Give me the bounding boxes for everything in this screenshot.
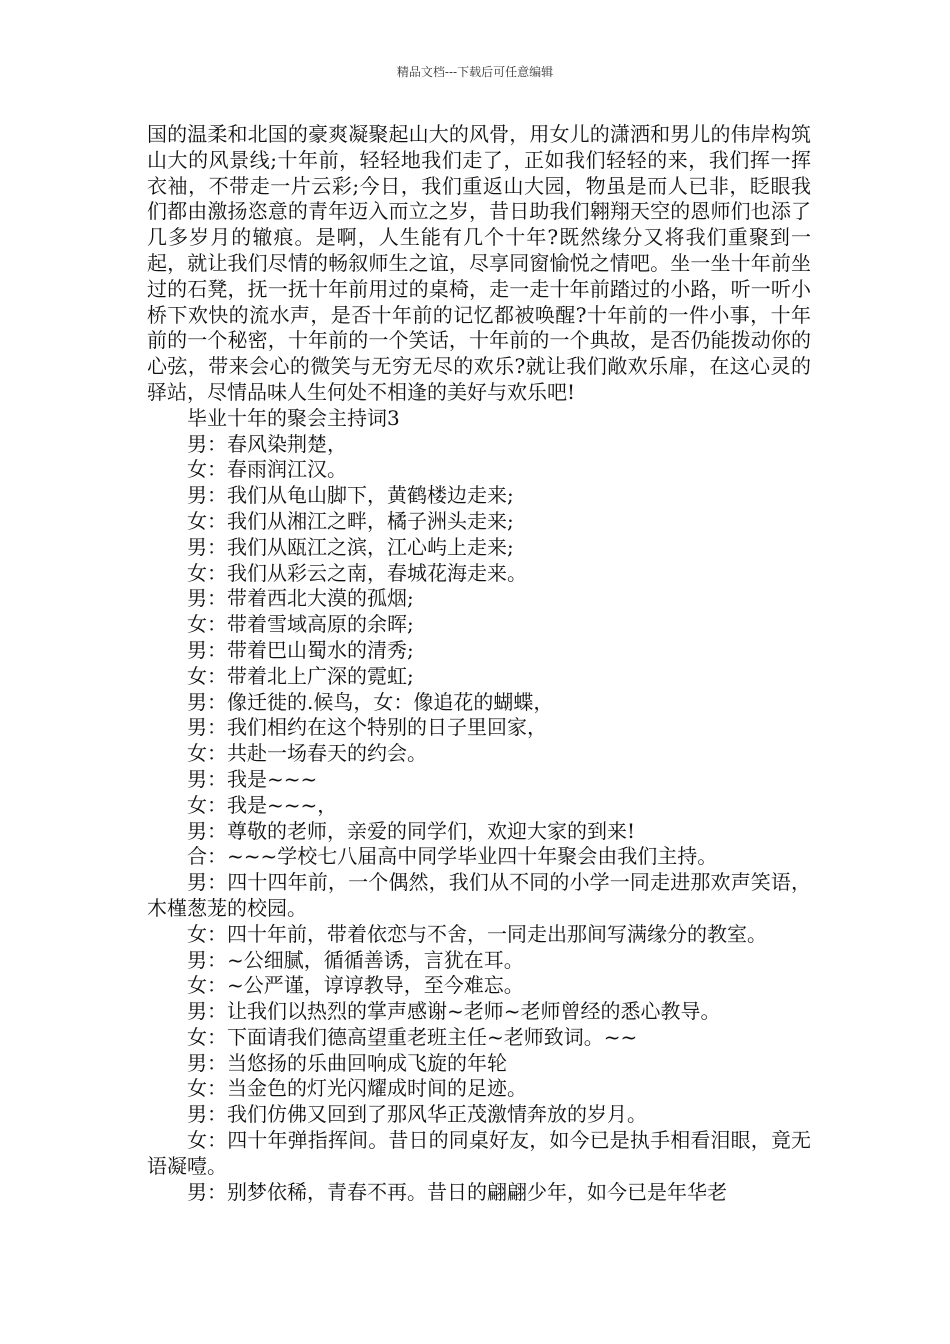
dialogue-line: 女：我们从彩云之南，春城花海走来。: [187, 560, 527, 585]
dialogue-line: 男：像迁徙的.候鸟，女：像追花的蝴蝶，: [187, 689, 554, 714]
dialogue-line: 女：共赴一场春天的约会。: [187, 741, 427, 766]
dialogue-line: 女：当金色的灯光闪耀成时间的足迹。: [187, 1076, 527, 1101]
paragraph-intro: 国的温柔和北国的豪爽凝聚起山大的风骨，用女儿的潇洒和男儿的伟岸构筑山大的风景线;十年前，轻轻地我们走了，正如我们轻轻的来，我们挥一挥衣袖，不带走一片云彩;今日，我们重返山大园，物虽是而人已非，眨眼我们都由激扬恣意的青年迈入而立之岁，昔日助我们翱翔天空的恩师们也添了几多岁月的辙痕。是啊，人生能有几个十年?既然缘分又将我们重聚到一起，就让我们尽情的畅叙师生之谊，尽享同窗愉悦之情吧。坐一坐十年前坐过的石凳，抚一抚十年前用过的桌椅，走一走十年前踏过的小路，听一听小桥下欢快的流水声，是否十年前的记忆都被唤醒?十年前的一件小事，十年前的一个秘密，十年前的一个笑话，十年前的一个典故，是否仍能拨动你的心弦，带来会心的微笑与无穷无尽的欢乐?就让我们敞欢乐扉，在这心灵的驿站，尽情品味人生何处不相逢的美好与欢乐吧!: [147, 122, 811, 404]
dialogue-line: 男：我们从瓯江之滨，江心屿上走来;: [187, 534, 514, 559]
dialogue-line: 女：春雨润江汉。: [187, 457, 347, 482]
dialogue-line: 男：带着西北大漠的孤烟;: [187, 586, 414, 611]
dialogue-line: 男：带着巴山蜀水的清秀;: [187, 637, 414, 662]
dialogue-line: 女：四十年弹指挥间。昔日的同桌好友，如今已是执手相看泪眼，竟无语凝噎。: [147, 1128, 811, 1178]
dialogue-line: 男：让我们以热烈的掌声感谢~老师~老师曾经的悉心教导。: [187, 999, 721, 1024]
dialogue-line: 女：~公严谨，谆谆教导，至今难忘。: [187, 973, 524, 998]
dialogue-line: 男：我们相约在这个特别的日子里回家，: [187, 715, 547, 740]
dialogue-line: 男：尊敬的老师，亲爱的同学们，欢迎大家的到来!: [187, 818, 636, 843]
dialogue-line: 女：带着北上广深的霓虹;: [187, 663, 414, 688]
dialogue-line: 男：春风染荆楚，: [187, 431, 347, 456]
dialogue-line: 男：~公细腻，循循善诱，言犹在耳。: [187, 947, 524, 972]
dialogue-line: 男：我是~~~: [187, 766, 318, 791]
dialogue-line: 女：我们从湘江之畔，橘子洲头走来;: [187, 508, 514, 533]
document-body: [147, 122, 811, 1205]
dialogue-line: 女：下面请我们德高望重老班主任~老师致词。~~: [187, 1024, 638, 1049]
dialogue-line: 女：四十年前，带着依恋与不舍，一同走出那间写满缘分的教室。: [187, 921, 767, 946]
dialogue-line: 男：别梦依稀，青春不再。昔日的翩翩少年，如今已是年华老: [187, 1179, 727, 1204]
dialogue-line: 男：四十四年前，一个偶然，我们从不同的小学一同走进那欢声笑语，木槿葱茏的校园。: [147, 870, 811, 920]
dialogue-line: 男：我们从龟山脚下，黄鹤楼边走来;: [187, 483, 514, 508]
dialogue-line: 男：我们仿佛又回到了那风华正茂激情奔放的岁月。: [187, 1102, 647, 1127]
dialogue-line: 合：~~~学校七八届高中同学毕业四十年聚会由我们主持。: [187, 844, 718, 869]
dialogue-line: 女：带着雪域高原的余晖;: [187, 612, 414, 637]
dialogue-line: 女：我是~~~，: [187, 792, 338, 817]
page-header: 精品文档---下载后可任意编辑: [396, 65, 554, 79]
section-title: 毕业十年的聚会主持词3: [187, 405, 400, 430]
dialogue-line: 男：当悠扬的乐曲回响成飞旋的年轮: [187, 1050, 507, 1075]
